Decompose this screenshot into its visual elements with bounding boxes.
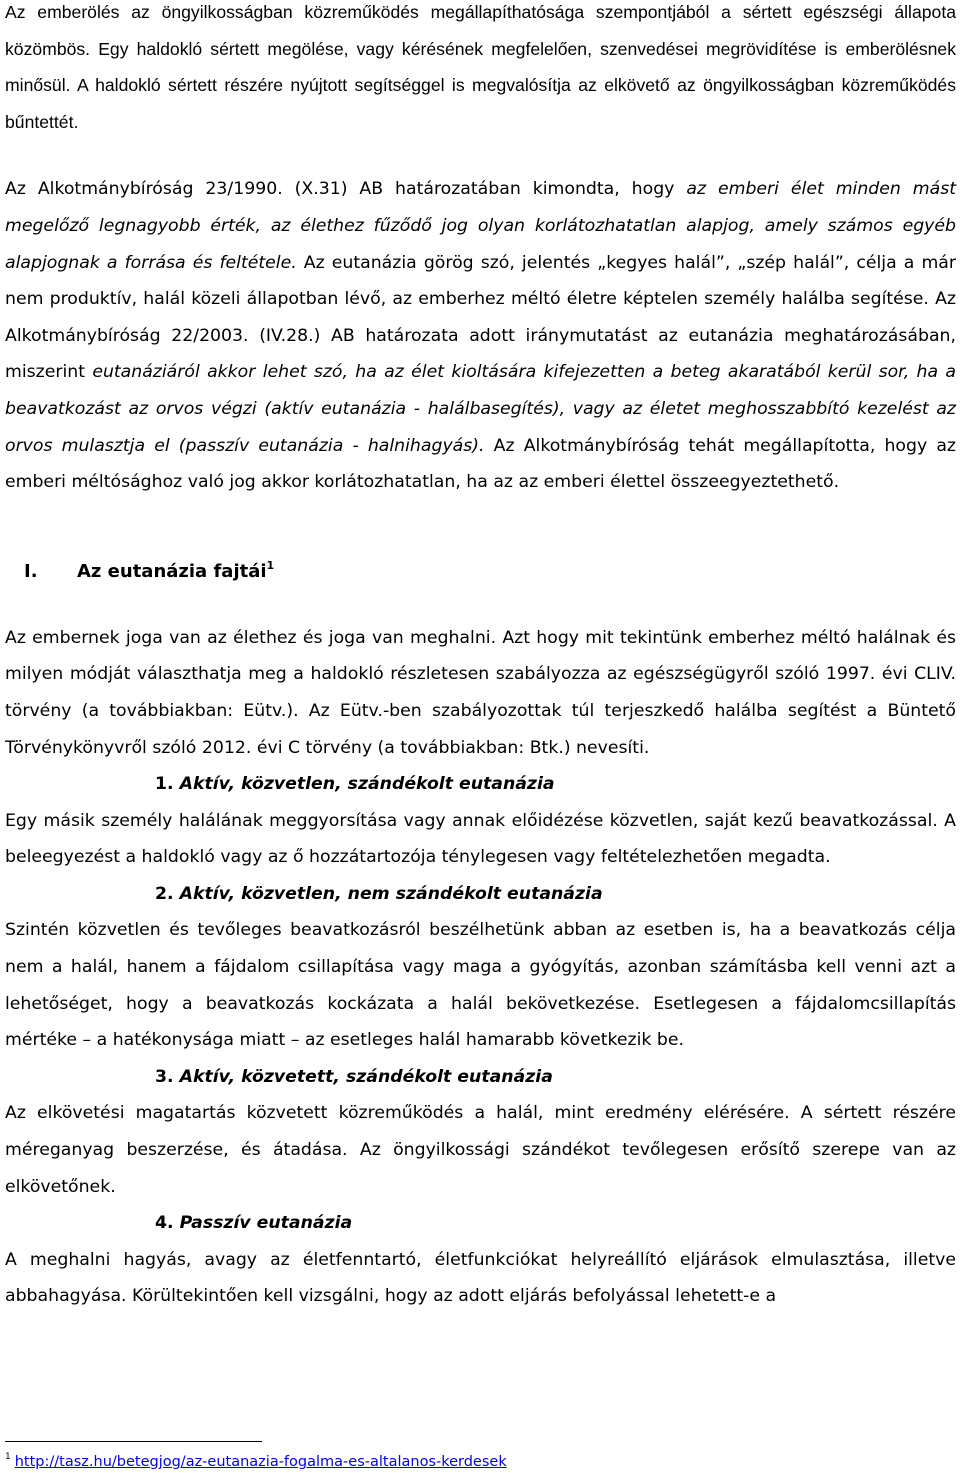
subsection-text: Szintén közvetlen és tevőleges beavatkozásról beszélhetünk abban az esetben is, ha a beavatkozás célja nem a halál, hanem a fájdalom csillapítása vagy maga a gyógyítás, azonban számításba kell venni azt a lehetőséget, hogy a beavatkozás kockázata a halál bekövetkezése. Esetlegesen a fájdalomcsillapítás mértéke – a hatékonysága miatt – az esetleges halál hamarabb következik be. <box>5 920 956 1051</box>
footnote-divider <box>5 1441 262 1442</box>
subsection-text: Egy másik személy halálának meggyorsítása vagy annak előidézése közvetlen, saját kezű beavatkozással. A beleegyezést a haldokló vagy az ő hozzátartozója ténylegesen vagy feltételezhetően megadta. <box>5 810 956 868</box>
footnote <box>5 1446 507 1473</box>
subsection-title: Aktív, közvetlen, nem szándékolt eutanázia <box>179 883 603 904</box>
subsection-number: 2. <box>155 883 174 904</box>
subsection-2 <box>5 876 956 1059</box>
ab-lead-text: Az Alkotmánybíróság 23/1990. (X.31) AB határozatában kimondta, hogy <box>5 179 687 200</box>
subsection-1 <box>5 766 956 876</box>
subsection-title: Passzív eutanázia <box>179 1213 353 1234</box>
subsection-heading <box>155 766 956 803</box>
subsection-heading <box>155 876 956 913</box>
ab-quote-right-to-life: az emberi élet minden mást megelőző legnagyobb érték, az élethez fűződő jog olyan korlátozhatatlan alapjog, amely számos egyéb alapjognak a forrása és feltétele. <box>5 179 956 273</box>
ab-quote-euthanasia-definition: eutanáziáról akkor lehet szó, ha az élet kioltására kifejezetten a beteg akaratából kerül sor, ha a beavatkozást az orvos végzi (aktív eutanázia - halálbasegítés), vagy az életet meghosszabbító kezelést az orvos mulasztja el (passzív eutanázia - halnihagyás). <box>5 362 956 456</box>
subsection-heading <box>155 1059 956 1096</box>
ab-middle-text: Az eutanázia görög szó, jelentés „kegyes halál”, „szép halál”, célja a már nem produktív, halál közeli állapotban lévő, az emberhez méltó életre képtelen személy halálba segítése. Az Alkotmánybíróság 22/2003. (IV.28.) AB határozata adott iránymutatást az eutanázia meghatározásában, miszerint <box>5 252 956 383</box>
document-page <box>5 0 956 1315</box>
footnote-reference: 1 <box>266 558 275 572</box>
intro-paragraph: Az emberölés az öngyilkosságban közreműködés megállapíthatósága szempontjából a sértett egészségi állapota közömbös. Egy haldokló sértett megölése, vagy kérésének megfelelően, szenvedései megrövidítése is emberölésnek minősül. A haldokló sértett részére nyújtott segítséggel is megvalósítja az elkövető az öngyilkosságban közreműködés bűntettét. <box>5 2 956 132</box>
subsection-title: Aktív, közvetlen, szándékolt eutanázia <box>179 774 555 795</box>
subsection-number: 1. <box>155 774 174 795</box>
section-number: I. <box>24 560 38 582</box>
section-title: Az eutanázia fajtái <box>77 560 267 582</box>
subsection-text: A meghalni hagyás, avagy az életfenntartó, életfunkciókat helyreállító eljárások elmulasztása, illetve abbahagyása. Körültekintően kell vizsgálni, hogy az adott eljárás befolyással lehetett-e a <box>5 1249 956 1307</box>
subsection-title: Aktív, közvetett, szándékolt eutanázia <box>179 1066 553 1087</box>
subsection-heading <box>155 1205 956 1242</box>
ab-tail-text: Az Alkotmánybíróság tehát megállapította, hogy az emberi méltósághoz való jog akkor korlátozhatatlan, ha az az emberi élettel összeegyeztethető. <box>5 435 956 493</box>
subsection-text: Az elkövetési magatartás közvetett közreműködés a halál, mint eredmény elérésére. A sértett részére méreganyag beszerzése, és átadása. Az öngyilkossági szándékot tevőlegesen erősítő szerepe van az elkövetőnek. <box>5 1103 956 1197</box>
subsection-3 <box>5 1059 956 1205</box>
section-intro-paragraph: Az embernek joga van az élethez és joga van meghalni. Azt hogy mit tekintünk emberhez méltó halálnak és milyen módját választhatja meg a haldokló részletesen szabályozza az egészségügyről szóló 1997. évi CLIV. törvény (a továbbiakban: Eütv.). Az Eütv.-ben szabályozottak túl terjeszkedő halálba segítést a Büntető Törvénykönyvről szóló 2012. évi C törvény (a továbbiakban: Btk.) nevesíti. <box>5 627 956 758</box>
subsection-number: 4. <box>155 1213 174 1234</box>
footnote-marker: 1 <box>5 1452 11 1462</box>
section-heading <box>5 548 956 590</box>
subsection-number: 3. <box>155 1066 174 1087</box>
constitutional-court-paragraph <box>5 171 956 500</box>
subsection-4 <box>5 1205 956 1315</box>
footnote-link[interactable]: http://tasz.hu/betegjog/az-eutanazia-fogalma-es-altalanos-kerdesek <box>14 1454 507 1470</box>
